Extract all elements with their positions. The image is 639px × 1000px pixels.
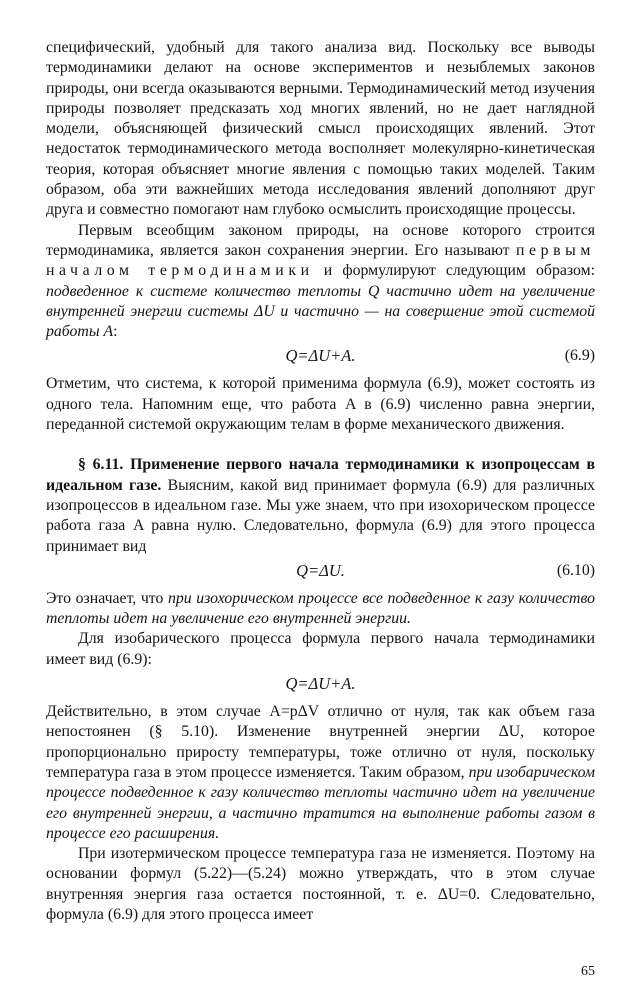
isochoric-statement: при изохорическом процессе все подведенное к газу количество теплоты идет на увеличение его внутренней энергии. <box>46 589 595 628</box>
paragraph-first-law <box>46 221 595 343</box>
first-law-statement: подведенное к системе количество теплоты Q частично идет на увеличение внутренней энергии системы ΔU и частично — на совершение этой системой работы A <box>46 282 595 341</box>
first-law-mid: и формулируют следующим образом: <box>313 262 595 280</box>
section-heading: § 6.11. Применение первого начала термодинамики к изопроцессам в идеальном газе. <box>46 456 595 494</box>
paragraph-note: Отметим, что система, к которой применима формула (6.9), может состоять из одного тела. Напомним еще, что работа A в (6.9) численно равна энергии, переданной системой окружающим телам в форме механического движения. <box>46 375 595 434</box>
first-law-end: : <box>113 323 118 341</box>
isobaric-explanation: Действительно, в этом случае A=pΔV отлично от нуля, так как объем газа непостоянен (§ 5.10). Изменение внутренней энергии ΔU, которое пропорционально приросту температуры, тоже отлично от нуля, поскольку температура газа в этом процессе изменяется. Таким образом, <box>46 703 595 781</box>
formula-isobaric <box>46 672 595 698</box>
paragraph-isobaric <box>46 702 595 844</box>
formula-number: (6.9) <box>564 347 595 365</box>
first-law-intro: Первым всеобщим законом природы, на основе которого строится термодинамика, является закон сохранения энергии. Его называют <box>46 221 595 259</box>
isochoric-intro: Это означает, что <box>46 589 168 607</box>
page-number: 65 <box>581 964 595 979</box>
formula-expression: Q=ΔU+A. <box>285 674 356 694</box>
formula-6-9 <box>46 344 595 370</box>
paragraph-methods: специфический, удобный для такого анализа вид. Поскольку все выводы термодинамики делают на основе экспериментов и незыблемых законов природы, они всегда оказываются верными. Термодинамический метод изучения природы позволяет предсказать ход многих явлений, но не дает наглядной модели, объясняющей физический смысл происходящих явлений. Этот недостаток термодинамического метода восполняет молекулярно-кинетическая теория, которая объясняет многие явления с помощью таких моделей. Таким образом, оба эти важнейших метода исследования явлений дополняют друг друга и совместно помогают нам глубоко осмыслить происходящие процессы. <box>46 39 595 219</box>
section-6-11 <box>46 455 595 556</box>
first-law-term: первым началом термодинамики <box>46 241 595 280</box>
section-intro: Выясним, какой вид принимает формула (6.9) для различных изопроцессов в идеальном газе. Мы уже знаем, что при изохорическом процессе работа газа A равна нулю. Следовательно, формула (6.9) для этого процесса принимает вид <box>46 476 596 555</box>
page-body <box>46 38 595 925</box>
formula-expression: Q=ΔU. <box>296 560 345 580</box>
paragraph-isobaric-intro: Для изобарического процесса формула первого начала термодинамики имеет вид (6.9): <box>46 630 595 668</box>
paragraph-isochoric <box>46 589 595 630</box>
formula-6-10 <box>46 559 595 585</box>
formula-number: (6.10) <box>556 561 595 579</box>
paragraph-isothermal: При изотермическом процессе температура газа не изменяется. Поэтому на основании формул (5.22)—(5.24) можно утверждать, что в этом случае внутренняя энергия газа остается постоянной, т. е. ΔU=0. Следовательно, формула (6.9) для этого процесса имеет <box>46 845 595 923</box>
formula-expression: Q=ΔU+A. <box>285 346 356 366</box>
isobaric-statement: при изобарическом процессе подведенное к газу количество теплоты частично идет на увеличение его внутренней энергии, а частично тратится на выполнение работы газом в процессе его расширения. <box>46 763 595 842</box>
